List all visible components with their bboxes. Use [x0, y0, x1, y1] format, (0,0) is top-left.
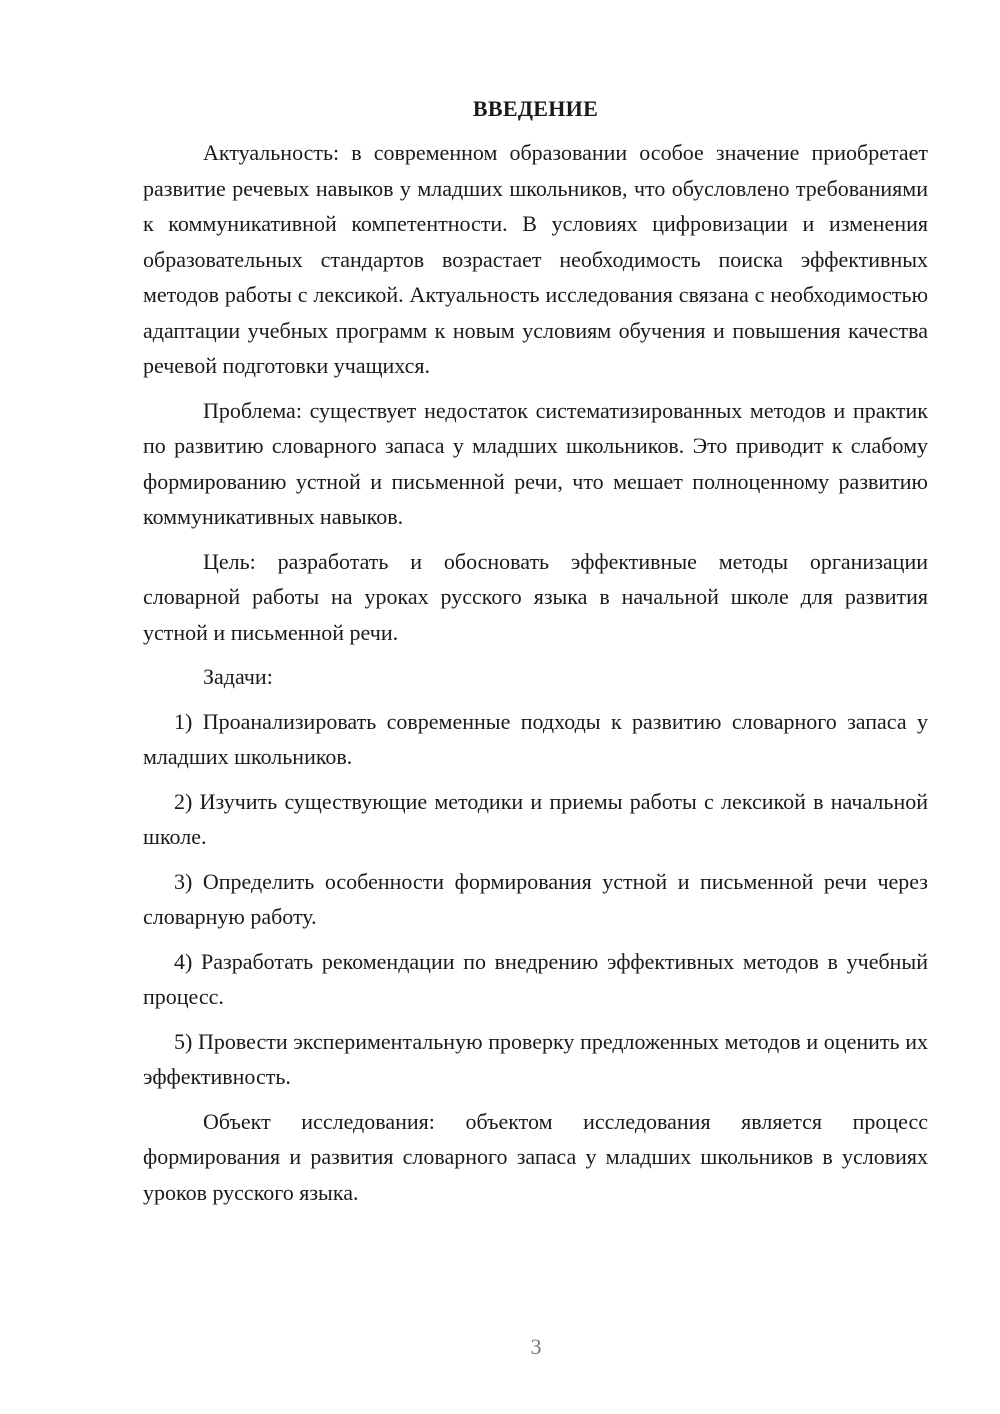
section-title: ВВЕДЕНИЕ [472, 96, 599, 121]
task-item: 2) Изучить существующие методики и приемы работы с лексикой в начальной школе. [143, 788, 928, 849]
tasks-heading: Задачи: [203, 664, 273, 689]
goal-paragraph: Цель: разработать и обосновать эффективные методы организации словарной работы на уроках русского языка в начальной школе для развития устной и письменной речи. [143, 548, 928, 645]
page-number: 3 [530, 1334, 542, 1359]
problem-paragraph: Проблема: существует недостаток систематизированных методов и практик по развитию словарного запаса у младших школьников. Это приводит к слабому формированию устной и письменной речи, что мешает полноценному развитию коммуникативных навыков. [143, 397, 928, 529]
relevance-paragraph: Актуальность: в современном образовании особое значение приобретает развитие речевых навыков у младших школьников, что обусловлено требованиями к коммуникативной компетентности. В условиях цифровизации и изменения образовательных стандартов возрастает необходимость поиска эффективных методов работы с лексикой. Актуальность исследования связана с необходимостью адаптации учебных программ к новым условиям обучения и повышения качества речевой подготовки учащихся. [143, 140, 928, 378]
object-paragraph: Объект исследования: объектом исследования является процесс формирования и развития словарного запаса у младших школьников в условиях уроков русского языка. [143, 1108, 928, 1205]
task-item: 4) Разработать рекомендации по внедрению эффективных методов в учебный процесс. [143, 948, 928, 1009]
document-page [143, 94, 928, 1219]
task-item: 1) Проанализировать современные подходы к развитию словарного запаса у младших школьников. [143, 708, 928, 769]
task-item: 5) Провести экспериментальную проверку предложенных методов и оценить их эффективность. [143, 1028, 928, 1089]
task-item: 3) Определить особенности формирования устной и письменной речи через словарную работу. [143, 868, 928, 929]
